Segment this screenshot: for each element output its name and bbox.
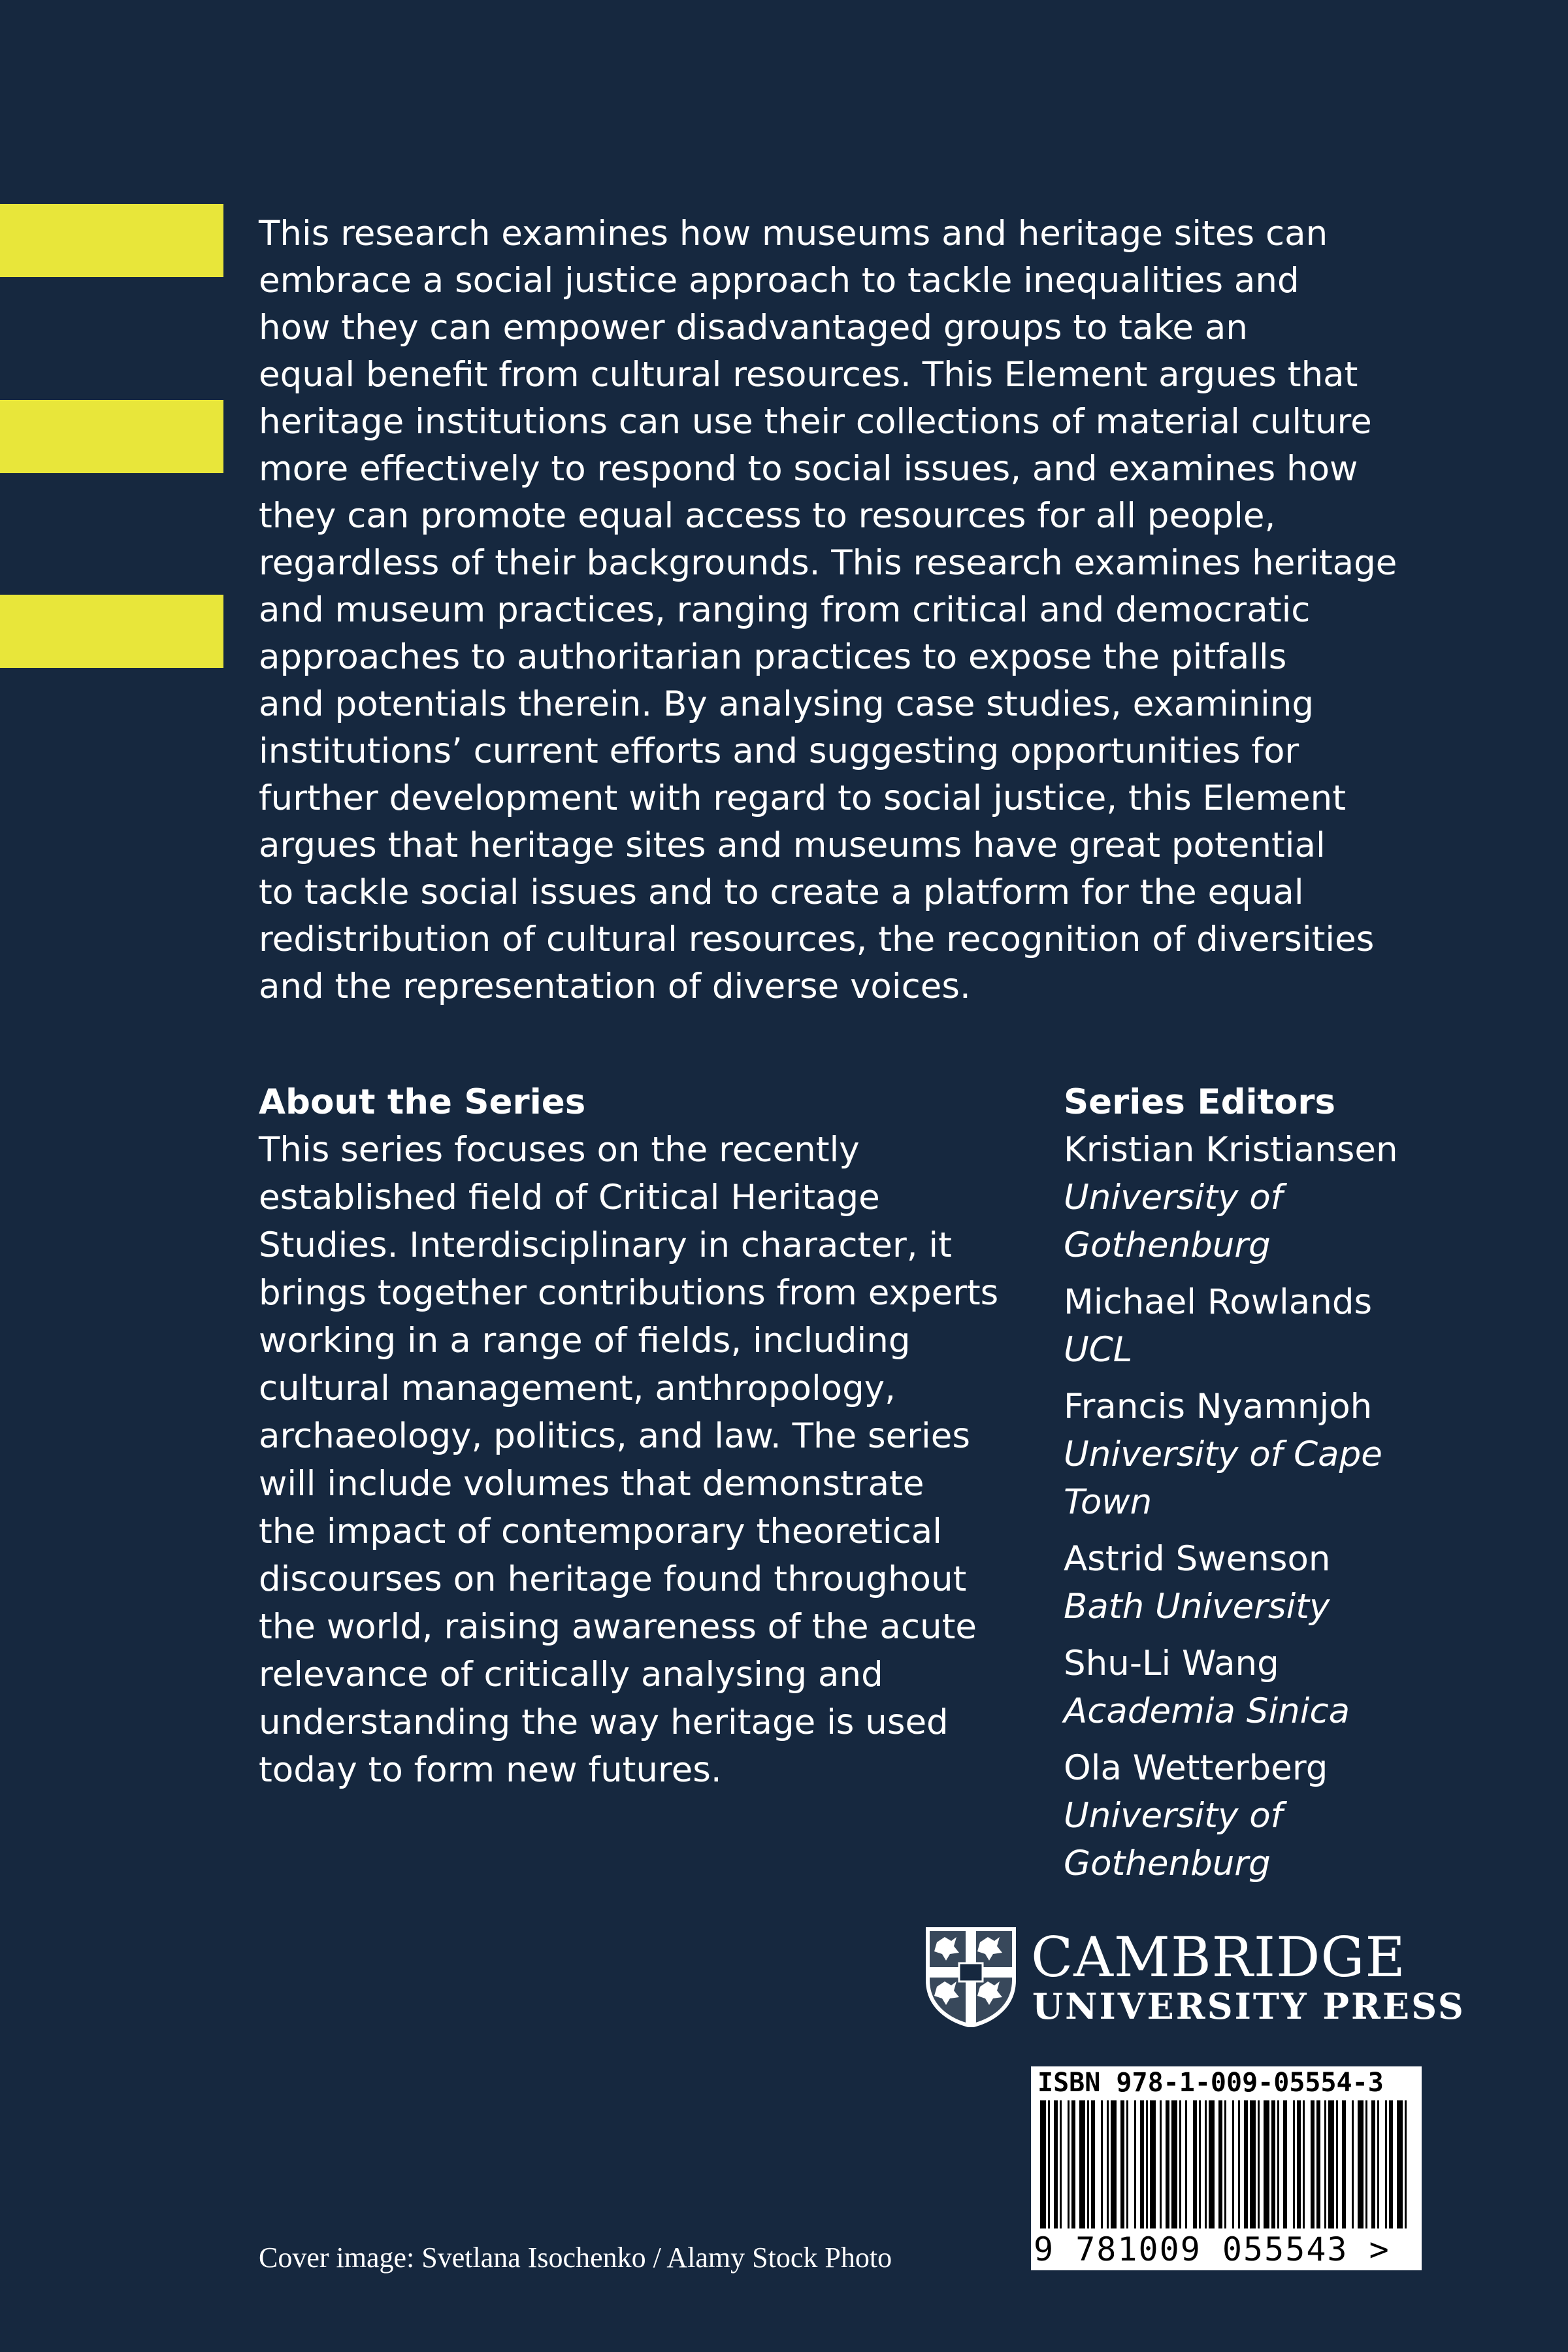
barcode-bar	[1101, 2100, 1103, 2228]
about-line: Studies. Interdisciplinary in character, it	[259, 1225, 952, 1265]
abstract-line: institutions’ current efforts and suggesting opportunities for	[259, 731, 1299, 771]
barcode-bar	[1048, 2100, 1050, 2228]
editor-entry	[1064, 1126, 1521, 1269]
editor-affiliation: Bath University	[1064, 1587, 1330, 1627]
abstract-line: heritage institutions can use their collections of material culture	[259, 402, 1372, 442]
about-line: the world, raising awareness of the acute	[259, 1607, 977, 1647]
barcode-bar	[1171, 2100, 1177, 2228]
barcode-bar	[1111, 2100, 1117, 2228]
about-line: brings together contributions from experts	[259, 1273, 999, 1313]
about-line: today to form new futures.	[259, 1750, 722, 1790]
barcode-bar	[1389, 2100, 1393, 2228]
editor-affiliation: University of	[1064, 1178, 1283, 1217]
editor-name: Astrid Swenson	[1064, 1539, 1331, 1579]
barcode-bar	[1193, 2100, 1197, 2228]
barcode-bar	[1087, 2100, 1089, 2228]
editor-name: Shu-Li Wang	[1064, 1644, 1279, 1683]
barcode-bar	[1352, 2100, 1354, 2228]
editor-entry	[1064, 1744, 1521, 1887]
barcode-bars	[1037, 2100, 1415, 2228]
barcode-bar	[1238, 2100, 1240, 2228]
barcode-bar	[1205, 2100, 1207, 2228]
barcode-digits: 9 781009 055543 >	[1034, 2230, 1390, 2268]
barcode-bar	[1068, 2100, 1070, 2228]
editor-name: Francis Nyamnjoh	[1064, 1387, 1373, 1427]
abstract-line: and potentials therein. By analysing case studies, examining	[259, 684, 1314, 724]
barcode-bar	[1185, 2100, 1187, 2228]
editor-affiliation: UCL	[1064, 1330, 1133, 1370]
barcode-bar	[1277, 2100, 1279, 2228]
barcode-bar	[1160, 2100, 1162, 2228]
barcode-bar	[1244, 2100, 1248, 2228]
abstract-line: argues that heritage sites and museums have great potential	[259, 825, 1326, 865]
barcode-bar	[1397, 2100, 1403, 2228]
about-line: understanding the way heritage is used	[259, 1702, 949, 1742]
abstract-line: and museum practices, ranging from critical and democratic	[259, 590, 1311, 630]
abstract-line: regardless of their backgrounds. This research examines heritage	[259, 543, 1397, 583]
editor-entry	[1064, 1278, 1521, 1374]
barcode-bar	[1316, 2100, 1320, 2228]
about-line: discourses on heritage found throughout	[259, 1559, 967, 1599]
barcode-bar	[1293, 2100, 1295, 2228]
editor-affiliation: University of	[1064, 1796, 1283, 1836]
editor-affiliation: Academia Sinica	[1064, 1691, 1350, 1731]
about-line: working in a range of fields, including	[259, 1321, 911, 1361]
editor-name: Ola Wetterberg	[1064, 1748, 1328, 1788]
publisher-subtitle: UNIVERSITY PRESS	[1032, 1985, 1465, 2027]
barcode-bar	[1250, 2100, 1256, 2228]
series-editors-heading: Series Editors	[1064, 1082, 1336, 1122]
barcode-bar	[1385, 2100, 1387, 2228]
barcode-bar	[1365, 2100, 1367, 2228]
abstract-line: how they can empower disadvantaged groups to take an	[259, 308, 1248, 348]
isbn-barcode	[1031, 2066, 1422, 2270]
abstract-line: redistribution of cultural resources, the recognition of diversities	[259, 919, 1375, 959]
barcode-bar	[1107, 2100, 1109, 2228]
abstract-line: they can promote equal access to resources for all people,	[259, 496, 1276, 536]
about-line: archaeology, politics, and law. The series	[259, 1416, 970, 1456]
barcode-bar	[1297, 2100, 1301, 2228]
barcode-bar	[1311, 2100, 1315, 2228]
editor-entry	[1064, 1535, 1521, 1631]
barcode-bar	[1336, 2100, 1338, 2228]
barcode-bar	[1079, 2100, 1085, 2228]
barcode-bar	[1258, 2100, 1260, 2228]
about-line: cultural management, anthropology,	[259, 1368, 896, 1408]
barcode-bar	[1324, 2100, 1326, 2228]
series-editors	[1064, 1078, 1521, 1897]
barcode-bar	[1054, 2100, 1058, 2228]
about-series	[259, 1078, 1043, 1794]
barcode-bar	[1224, 2100, 1226, 2228]
about-line: will include volumes that demonstrate	[259, 1464, 924, 1504]
editor-affiliation-cont: Town	[1064, 1482, 1152, 1522]
about-line: established field of Critical Heritage	[259, 1178, 880, 1217]
barcode-bar	[1166, 2100, 1169, 2228]
barcode-bar	[1209, 2100, 1215, 2228]
about-line: This series focuses on the recently	[259, 1130, 860, 1170]
barcode-bar	[1358, 2100, 1364, 2228]
barcode-bar	[1150, 2100, 1156, 2228]
abstract-line: more effectively to respond to social issues, and examines how	[259, 449, 1358, 489]
barcode-bar	[1040, 2100, 1046, 2228]
about-line: relevance of critically analysing and	[259, 1655, 883, 1695]
barcode-bar	[1271, 2100, 1275, 2228]
barcode-bar	[1120, 2100, 1124, 2228]
cambridge-logo	[925, 1925, 1465, 2027]
barcode-bar	[1071, 2100, 1075, 2228]
barcode-bar	[1303, 2100, 1305, 2228]
barcode-bar	[1134, 2100, 1136, 2228]
barcode-bar	[1146, 2100, 1148, 2228]
abstract-line: to tackle social issues and to create a platform for the equal	[259, 872, 1304, 912]
barcode-bar	[1126, 2100, 1128, 2228]
barcode-bar	[1377, 2100, 1379, 2228]
editor-name: Michael Rowlands	[1064, 1282, 1373, 1322]
barcode-bar	[1371, 2100, 1375, 2228]
editor-affiliation-cont: Gothenburg	[1064, 1844, 1271, 1883]
abstract-line: equal benefit from cultural resources. This Element argues that	[259, 355, 1358, 395]
abstract-line: approaches to authoritarian practices to expose the pitfalls	[259, 637, 1287, 677]
abstract-line: This research examines how museums and heritage sites can	[259, 214, 1328, 254]
cambridge-shield-icon	[925, 1927, 1017, 2027]
barcode-bar	[1405, 2100, 1407, 2228]
accent-bar-3	[0, 595, 223, 668]
abstract-line: embrace a social justice approach to tackle inequalities and	[259, 261, 1299, 301]
editor-name: Kristian Kristiansen	[1064, 1130, 1398, 1170]
editor-entry	[1064, 1383, 1521, 1526]
abstract-line: further development with regard to social justice, this Element	[259, 778, 1346, 818]
editor-entry	[1064, 1640, 1521, 1735]
accent-bar-2	[0, 400, 223, 473]
barcode-bar	[1218, 2100, 1222, 2228]
accent-bar-1	[0, 204, 223, 277]
editor-affiliation-cont: Gothenburg	[1064, 1225, 1271, 1265]
barcode-bar	[1199, 2100, 1201, 2228]
abstract-line: and the representation of diverse voices.	[259, 967, 971, 1006]
about-line: the impact of contemporary theoretical	[259, 1512, 942, 1551]
publisher-name: CAMBRIDGE	[1031, 1925, 1406, 1989]
barcode-bar	[1140, 2100, 1144, 2228]
barcode-bar	[1060, 2100, 1062, 2228]
barcode-bar	[1264, 2100, 1269, 2228]
cover-image-credit: Cover image: Svetlana Isochenko / Alamy Stock Photo	[259, 2242, 892, 2274]
isbn-label: ISBN 978-1-009-05554-3	[1037, 2068, 1384, 2098]
abstract-text	[259, 210, 1441, 1010]
barcode-bar	[1179, 2100, 1181, 2228]
editor-affiliation: University of Cape	[1064, 1434, 1382, 1474]
barcode-bar	[1091, 2100, 1095, 2228]
barcode-bar	[1328, 2100, 1334, 2228]
barcode-bar	[1283, 2100, 1287, 2228]
barcode-bar	[1342, 2100, 1346, 2228]
barcode-bar	[1232, 2100, 1234, 2228]
about-series-heading: About the Series	[259, 1082, 586, 1122]
